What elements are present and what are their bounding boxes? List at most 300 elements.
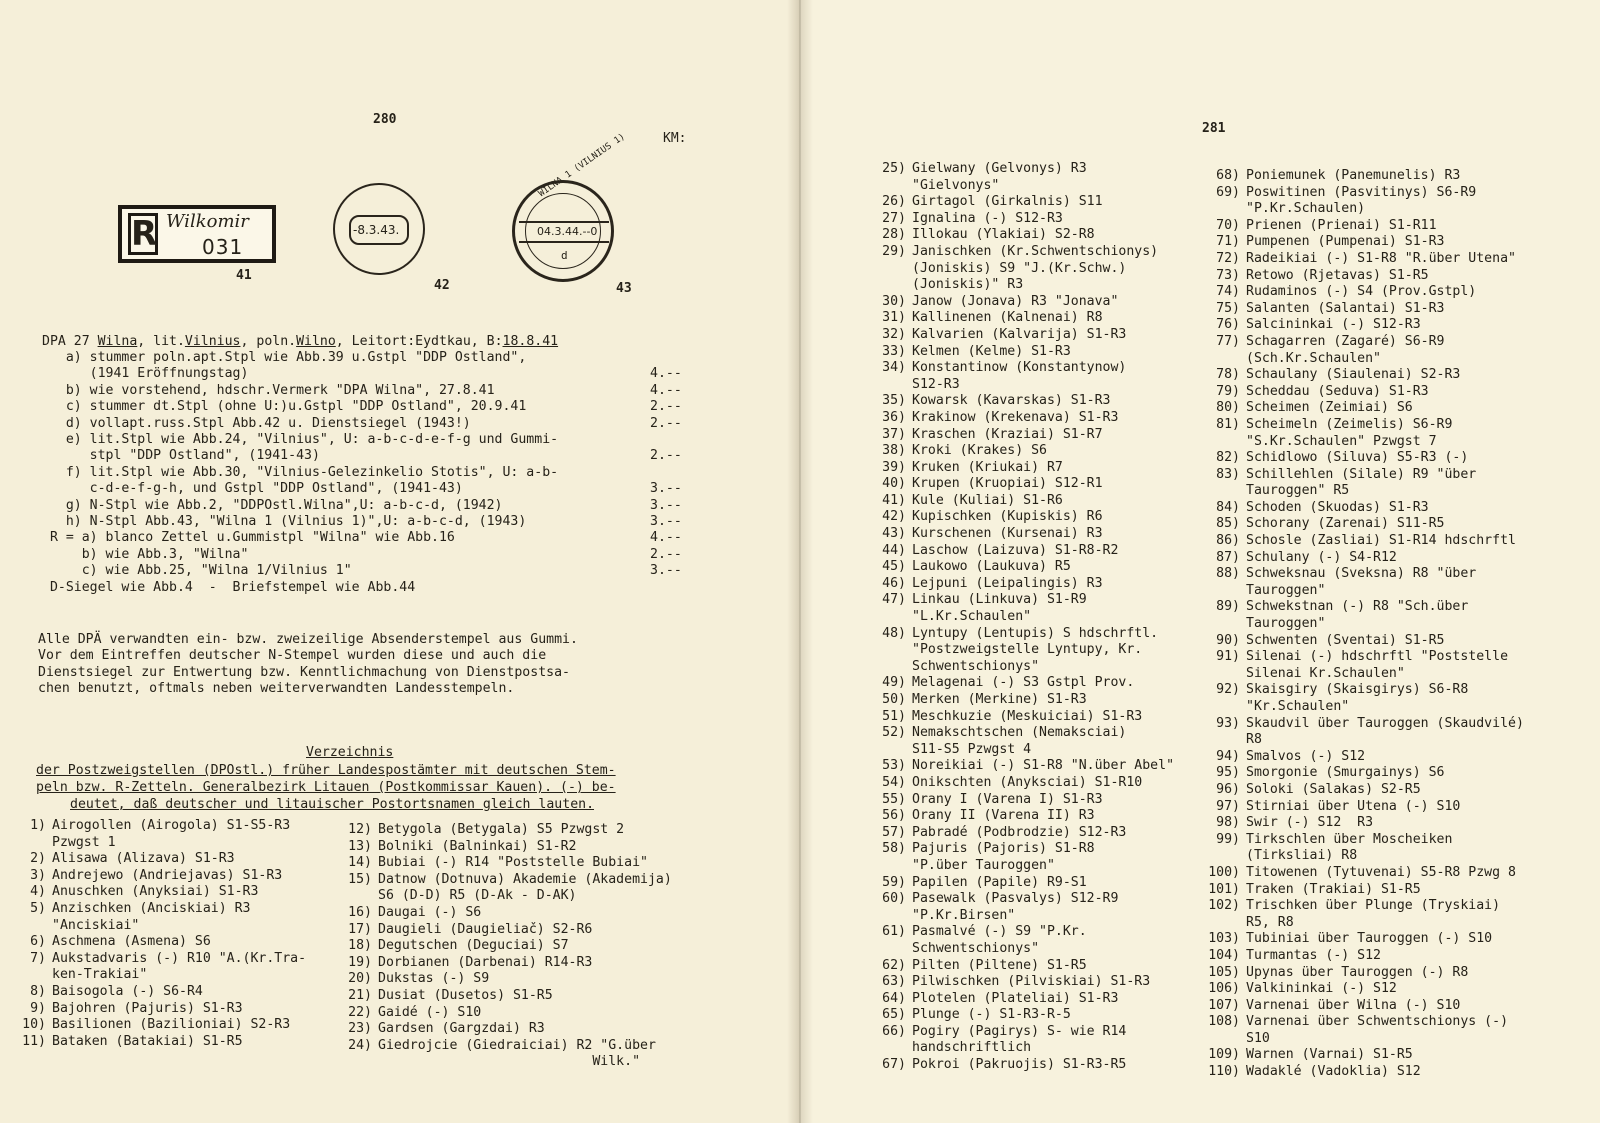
list-item [860,476,1174,493]
entry-header: DPA 27 Wilna, lit.Vilnius, poln.Wilno, Leitort:Eydtkau, B:18.8.41 [42,334,559,349]
list-item-number: 106) [1208,981,1240,997]
list-item-text: Linkau (Linkuva) S1-R9 [912,592,1087,608]
list-item-text: Stirniai über Utena (-) S10 [1246,798,1461,814]
list-item-text: Schosle (Zasliai) S1-R14 hdschrftl [1246,533,1516,549]
entry-line: a) stummer poln.apt.Stpl wie Abb.39 u.Gstpl "DDP Ostland", [42,350,527,365]
list-item-number: 32) [882,326,906,342]
list-item-number: 74) [1216,284,1240,300]
list-item-number [860,277,912,294]
list-item [860,543,1174,560]
list-item [1194,599,1524,616]
list-item [860,692,1174,709]
list-item-text: Aukstadvaris (-) R10 "A.(Kr.Tra- [52,950,307,966]
list-item-number: 90) [1216,632,1240,648]
list-item [1194,251,1524,268]
list-item-number: 100) [1208,864,1240,880]
list-item [860,377,1174,394]
list-item [860,427,1174,444]
list-item-number: 35) [882,393,906,409]
list-item-number: 53) [882,758,906,774]
list-item [336,971,672,988]
list-item-text: Pokroi (Pakruojis) S1-R3-R5 [912,1057,1127,1073]
list-item-number: 84) [1216,499,1240,515]
list-item-number: 58) [882,841,906,857]
list-item [860,609,1174,626]
postmark-43-date: 04.3.44.--0 [537,225,598,238]
list-item-number [860,742,912,759]
list-item-number: 68) [1216,168,1240,183]
list-item-number: 98) [1216,815,1240,831]
list-item-text: Trischken über Plunge (Tryskiai) [1246,898,1501,914]
list-item [860,194,1174,211]
list-item-text: Varnenai über Wilna (-) S10 [1246,997,1461,1013]
entry-line: c-d-e-f-g-h, und Gstpl "DDP Ostland", (1941-43) [42,481,463,497]
list-item-number: 96) [1216,781,1240,797]
registration-label-image [118,205,276,263]
list-item-number: 97) [1216,798,1240,814]
list-item-text: Poswitinen (Pasvitinys) S6-R9 [1246,184,1477,200]
list-item-text: Tauroggen" R5 [1246,483,1350,499]
list-item-number: 45) [882,559,906,575]
list-item [860,576,1174,593]
list-item-text: Datnow (Dotnuva) Akademie (Akademija) [378,871,672,887]
postmark-43-index: d [561,249,568,262]
list-item [860,294,1174,311]
list-item-number: 83) [1216,466,1240,482]
list-item-text: Meschkuzie (Meskuiciai) S1-R3 [912,708,1143,724]
list-item-text: Bubiai (-) R14 "Poststelle Bubiai" [378,855,648,871]
list-item-number [860,377,912,394]
list-item [860,858,1174,875]
list-item-text: Schidlowo (Siluva) S5-R3 (-) [1246,450,1469,466]
list-item-text: Konstantinow (Konstantynow) [912,360,1127,376]
list-item-text: S10 [1246,1030,1270,1046]
list-item [336,938,672,955]
list-item-text: "Postzweigstelle Lyntupy, Kr. [912,642,1143,658]
list-item [860,360,1174,377]
list-item [860,178,1174,195]
list-item-number: 61) [882,924,906,940]
list-item [860,825,1174,842]
list-item-text: Anuschken (Anyksiai) S1-R3 [52,884,259,900]
list-item-number [1194,732,1246,749]
list-item [1194,301,1524,318]
entry-value: 2.-- [650,448,682,464]
list-item-number: 43) [882,526,906,542]
list-item-text: Kroki (Krakes) S6 [912,443,1047,459]
registration-letter: R [128,213,158,255]
list-item-number: 39) [882,459,906,475]
note-line: chen benutzt, oftmals neben weiterverwandten Landesstempeln. [38,681,515,697]
entry-line: (1941 Eröffnungstag) [42,366,249,382]
list-item-number: 93) [1216,715,1240,731]
list-item [860,277,1174,294]
list-item [1194,516,1524,533]
list-item-text: Laukowo (Laukuva) R5 [912,559,1071,575]
caption-42: 42 [434,278,450,293]
directory-list-right-col1 [860,161,1174,1074]
list-item-text: Swir (-) S12 R3 [1246,815,1374,831]
list-item-text: Wadaklé (Vadoklia) S12 [1246,1064,1421,1080]
list-item-text: Smorgonie (Smurgainys) S6 [1246,765,1445,781]
list-item-text: Schorany (Zarenai) S11-R5 [1246,516,1445,532]
list-item-number: 52) [882,725,906,741]
list-item-text: Betygola (Betygala) S5 Pzwgst 2 [378,822,625,837]
list-item [1194,268,1524,285]
list-item [860,742,1174,759]
list-item [860,841,1174,858]
list-item-number: 101) [1208,881,1240,897]
list-item [1194,1064,1524,1081]
list-item [12,1034,306,1051]
list-item [1194,898,1524,915]
list-item-text: Lyntupy (Lentupis) S hdschrftl. [912,625,1159,641]
list-item-text: Alisawa (Alizava) S1-R3 [52,851,235,867]
caption-43: 43 [616,281,632,296]
list-item-text: Schwentschionys" [912,658,1040,674]
caption-41: 41 [236,268,252,283]
list-item-number [1194,434,1246,451]
list-item-number: 95) [1216,765,1240,781]
entry-value: 3.-- [650,514,682,529]
list-item-number: 88) [1216,566,1240,582]
list-item [860,808,1174,825]
list-item-text: Dorbianen (Darbenai) R14-R3 [378,954,593,970]
list-item-number: 66) [882,1023,906,1039]
list-item [860,758,1174,775]
list-item-text: (Tirksliai) R8 [1246,848,1358,864]
list-item-text: Scheimeln (Zeimelis) S6-R9 [1246,416,1453,432]
list-item-number: 57) [882,824,906,840]
list-item-number: 72) [1216,250,1240,266]
list-item-number: 87) [1216,549,1240,565]
list-item [336,905,672,922]
list-item-text: Plunge (-) S1-R3-R-5 [912,1007,1071,1023]
list-item-number: 81) [1216,416,1240,432]
list-item [1194,765,1524,782]
entry-value: 4.-- [650,530,682,546]
list-item [860,460,1174,477]
list-item-number [860,609,912,626]
list-item-number: 38) [882,443,906,459]
list-item [1194,832,1524,849]
list-item-text: Kurschenen (Kursenai) R3 [912,526,1103,542]
list-item-text: Schillehlen (Silale) R9 "über [1246,466,1477,482]
list-item-text: Tubiniai über Tauroggen (-) S10 [1246,931,1493,947]
list-item-text: "P.Kr.Birsen" [912,907,1016,923]
note-line: Dienstsiegel zur Entwertung bzw. Kenntlichmachung von Dienstpostsa- [38,664,570,680]
list-item-text: R5, R8 [1246,914,1294,930]
list-item-text: Daugai (-) S6 [378,904,482,920]
list-item [860,1057,1174,1074]
list-item [1194,865,1524,882]
list-item-text: Bajohren (Pajuris) S1-R3 [52,1000,243,1016]
list-item-text: Traken (Trakiai) S1-R5 [1246,881,1421,897]
list-item [12,984,306,1001]
list-item-text: Giedrojcie (Giedraiciai) R2 "G.über [378,1037,656,1053]
list-item-text: Baisogola (-) S6-R4 [52,983,203,999]
list-item-text: Wilk." [378,1054,641,1070]
list-item-number [336,888,378,905]
list-item-number: 76) [1216,317,1240,333]
list-item-text: Upynas über Tauroggen (-) R8 [1246,964,1469,980]
list-item [1194,633,1524,650]
list-item-number: 21) [348,987,372,1003]
list-item [1194,948,1524,965]
list-item-number: 75) [1216,300,1240,316]
list-item [1194,649,1524,666]
list-item-text: Schoden (Skuodas) S1-R3 [1246,499,1429,515]
list-item-text: Kule (Kuliai) S1-R6 [912,492,1063,508]
list-item-text: Bataken (Batakiai) S1-R5 [52,1033,243,1049]
list-item-text: Degutschen (Deguciai) S7 [378,938,569,954]
list-item-text: ken-Trakiai" [52,967,148,983]
list-item-text: Melagenai (-) S3 Gstpl Prov. [912,675,1135,691]
list-item [12,884,306,901]
list-item [1194,915,1524,932]
list-item [1194,550,1524,567]
list-item-number [12,918,52,935]
directory-heading-line: der Postzweigstellen (DPOstl.) früher Landespostämter mit deutschen Stem- [36,763,616,778]
entry-line: e) lit.Stpl wie Abb.24, "Vilnius", U: a-b-c-d-e-f-g und Gummi- [42,432,559,447]
list-item [1194,450,1524,467]
list-item-text: Girtagol (Girkalnis) S11 [912,194,1103,210]
book-gutter [787,0,813,1123]
list-item [12,818,306,835]
list-item-text: Plotelen (Plateliai) S1-R3 [912,990,1119,1006]
list-item-text: Papilen (Papile) R9-S1 [912,874,1087,890]
list-item-text: "Gielvonys" [912,177,1000,193]
list-item-number [1194,666,1246,683]
list-item-text: Pajuris (Pajoris) S1-R8 [912,841,1095,857]
list-item-text: Silenai (-) hdschrftl "Poststelle [1246,649,1509,665]
list-item-number [860,908,912,925]
list-item-number: 37) [882,426,906,442]
list-item [1194,716,1524,733]
list-item-number [1194,583,1246,600]
list-item [1194,699,1524,716]
list-item [336,1005,672,1022]
postmark-42-date: -8.3.43. [353,223,400,237]
list-item-number [1194,483,1246,500]
list-item-text: Noreikiai (-) S1-R8 "N.über Abel" [912,758,1175,774]
list-item [860,211,1174,228]
list-item [860,1024,1174,1041]
list-item [860,526,1174,543]
list-item-number: 7) [30,950,46,966]
page-number-left: 280 [373,112,397,127]
list-item-text: Tauroggen" [1246,582,1326,598]
list-item-text: "L.Kr.Schaulen" [912,609,1032,625]
corner-note: KM: [663,131,687,146]
list-item-number: 104) [1208,947,1240,963]
list-item-text: Pilten (Piltene) S1-R5 [912,957,1087,973]
list-item-number: 47) [882,592,906,608]
list-item-text: Kruken (Kriukai) R7 [912,459,1063,475]
entry-value: 4.-- [650,382,682,398]
list-item-text: Orany II (Varena II) R3 [912,808,1095,824]
list-item-number: 50) [882,692,906,707]
entry-line: f) lit.Stpl wie Abb.30, "Vilnius-Gelezinkelio Stotis", U: a-b- [42,464,559,480]
list-item-text: Krakinow (Krekenava) S1-R3 [912,409,1119,425]
list-item [1194,882,1524,899]
list-item-number: 24) [348,1037,372,1053]
list-item-number: 5) [30,900,46,916]
list-item [1194,583,1524,600]
entry-line: R = a) blanco Zettel u.Gummistpl "Wilna" wie Abb.16 [42,530,455,546]
list-item-number [860,941,912,958]
list-item-number: 36) [882,409,906,425]
list-item-number: 31) [882,310,906,326]
list-item [860,227,1174,244]
list-item-number [1194,699,1246,716]
list-item-text: Rudaminos (-) S4 (Prov.Gstpl) [1246,284,1477,300]
list-item [336,1054,672,1071]
list-item [1194,284,1524,301]
list-item-number: 6) [30,934,46,950]
list-item-number: 17) [348,921,372,937]
list-item-text: Silenai Kr.Schaulen" [1246,665,1405,681]
list-item-number [1194,848,1246,865]
list-item [860,675,1174,692]
list-item-number: 89) [1216,599,1240,615]
list-item-text: Varnenai über Schwentschionys (-) [1246,1014,1509,1030]
list-item-text: Krupen (Kruopiai) S12-R1 [912,476,1103,492]
list-item-text: Schulany (-) S4-R12 [1246,549,1397,565]
list-item-text: Skaisgiry (Skaisgirys) S6-R8 [1246,682,1469,698]
registration-place: Wilkomir [166,211,249,232]
list-item [12,851,306,868]
list-item-number [1194,1031,1246,1048]
list-item-number: 91) [1216,649,1240,665]
list-item-number: 9) [30,1000,46,1016]
list-item [1194,732,1524,749]
list-item [860,775,1174,792]
list-item-text: Prienen (Prienai) S1-R11 [1246,217,1437,233]
list-item-number: 4) [30,884,46,900]
list-item-number: 78) [1216,367,1240,383]
entry-value: 2.-- [650,415,682,431]
list-item-text: Janischken (Kr.Schwentschionys) [912,243,1159,259]
list-item-number [860,261,912,278]
list-item-text: Merken (Merkine) S1-R3 [912,692,1087,707]
list-item [860,1040,1174,1057]
list-item-number [860,858,912,875]
list-item-number: 12) [348,822,372,837]
list-item-number: 41) [882,492,906,508]
list-item [860,908,1174,925]
entry-line: c) wie Abb.25, "Wilna 1/Vilnius 1" [42,563,352,579]
entry-line: D-Siegel wie Abb.4 - Briefstempel wie Abb.44 [42,579,416,595]
list-item-number: 3) [30,867,46,883]
list-item-text: Basilionen (Bazilioniai) S2-R3 [52,1017,291,1033]
list-item-text: Pabradé (Podbrodzie) S12-R3 [912,824,1127,840]
list-item-text: (Joniskis) S9 "J.(Kr.Schw.) [912,260,1127,276]
list-item [1194,483,1524,500]
entry-line: stpl "DDP Ostland", (1941-43) [42,448,320,464]
list-item-text: Kupischken (Kupiskis) R6 [912,509,1103,525]
list-item [860,709,1174,726]
list-item [1194,467,1524,484]
list-item [1194,1031,1524,1048]
list-item-number: 55) [882,791,906,807]
list-item-number: 67) [882,1057,906,1073]
list-item-text: Illokau (Ylakiai) S2-R8 [912,227,1095,243]
entry-value: 4.-- [650,366,682,382]
note-paragraph [38,632,578,698]
list-item [1194,400,1524,417]
list-item-number: 33) [882,343,906,359]
directory-heading-line: deutet, daß deutscher und litauischer Postortsnamen gleich lauten. [70,797,595,812]
list-item-number [12,967,52,984]
list-item-number: 29) [882,243,906,259]
list-item [336,1021,672,1038]
list-item-number: 11) [22,1033,46,1049]
list-item [860,1007,1174,1024]
list-item [860,875,1174,892]
list-item-number: 27) [882,210,906,226]
directory-heading-line: peln bzw. R-Zetteln. Generalbezirk Litauen (Postkommissar Kauen). (-) be- [36,780,616,795]
list-item-text: Tirkschlen über Moscheiken [1246,831,1453,847]
list-item [1194,749,1524,766]
list-item-number [12,835,52,852]
list-item-number: 60) [882,891,906,907]
list-item [1194,218,1524,235]
list-item-text: Schaulany (Siaulenai) S2-R3 [1246,367,1461,383]
list-item-text: Andrejewo (Andriejavas) S1-R3 [52,867,283,883]
entry-line: d) vollapt.russ.Stpl Abb.42 u. Dienstsiegel (1943!) [42,415,471,431]
list-item-text: Aschmena (Asmena) S6 [52,934,211,950]
list-item-text: Schagarren (Zagaré) S6-R9 [1246,333,1445,349]
list-item-text: Schweksnau (Sveksna) R8 "über [1246,566,1477,582]
list-item-number: 94) [1216,748,1240,764]
list-item-number: 30) [882,293,906,309]
list-item-number: 1) [30,818,46,833]
list-item [336,955,672,972]
page-number-right: 281 [1202,121,1226,136]
list-item-text: S6 (D-D) R5 (D-Ak - D-AK) [378,888,577,904]
list-item-text: "S.Kr.Schaulen" Pzwgst 7 [1246,433,1437,449]
list-item-number: 82) [1216,450,1240,466]
directory-list-left-col1 [12,818,306,1050]
list-item-number: 46) [882,575,906,591]
list-item-number: 79) [1216,383,1240,399]
list-item-number [860,1040,912,1057]
list-item [1194,384,1524,401]
list-item-number: 71) [1216,234,1240,250]
list-item-text: Valkininkai (-) S12 [1246,981,1397,997]
postmark-43-ring-text: WILNA 1 (VILNIUS 1) [537,131,628,200]
list-item [860,974,1174,991]
list-item-number: 13) [348,838,372,854]
entry-value: 2.-- [650,399,682,415]
list-item-text: Dusiat (Dusetos) S1-R5 [378,987,553,1003]
list-item [860,958,1174,975]
list-item-number: 49) [882,675,906,691]
list-item [1194,351,1524,368]
list-item-number [1194,351,1246,368]
list-item-number: 25) [882,161,906,176]
list-item-number [860,178,912,195]
list-item-text: Janow (Jonava) R3 "Jonava" [912,293,1119,309]
list-item [1194,981,1524,998]
list-item [860,941,1174,958]
entry-line: b) wie vorstehend, hdschr.Vermerk "DPA Wilna", 27.8.41 [42,382,495,398]
list-item [860,244,1174,261]
list-item-number: 107) [1208,997,1240,1013]
list-item-number: 15) [348,871,372,887]
list-item [1194,500,1524,517]
